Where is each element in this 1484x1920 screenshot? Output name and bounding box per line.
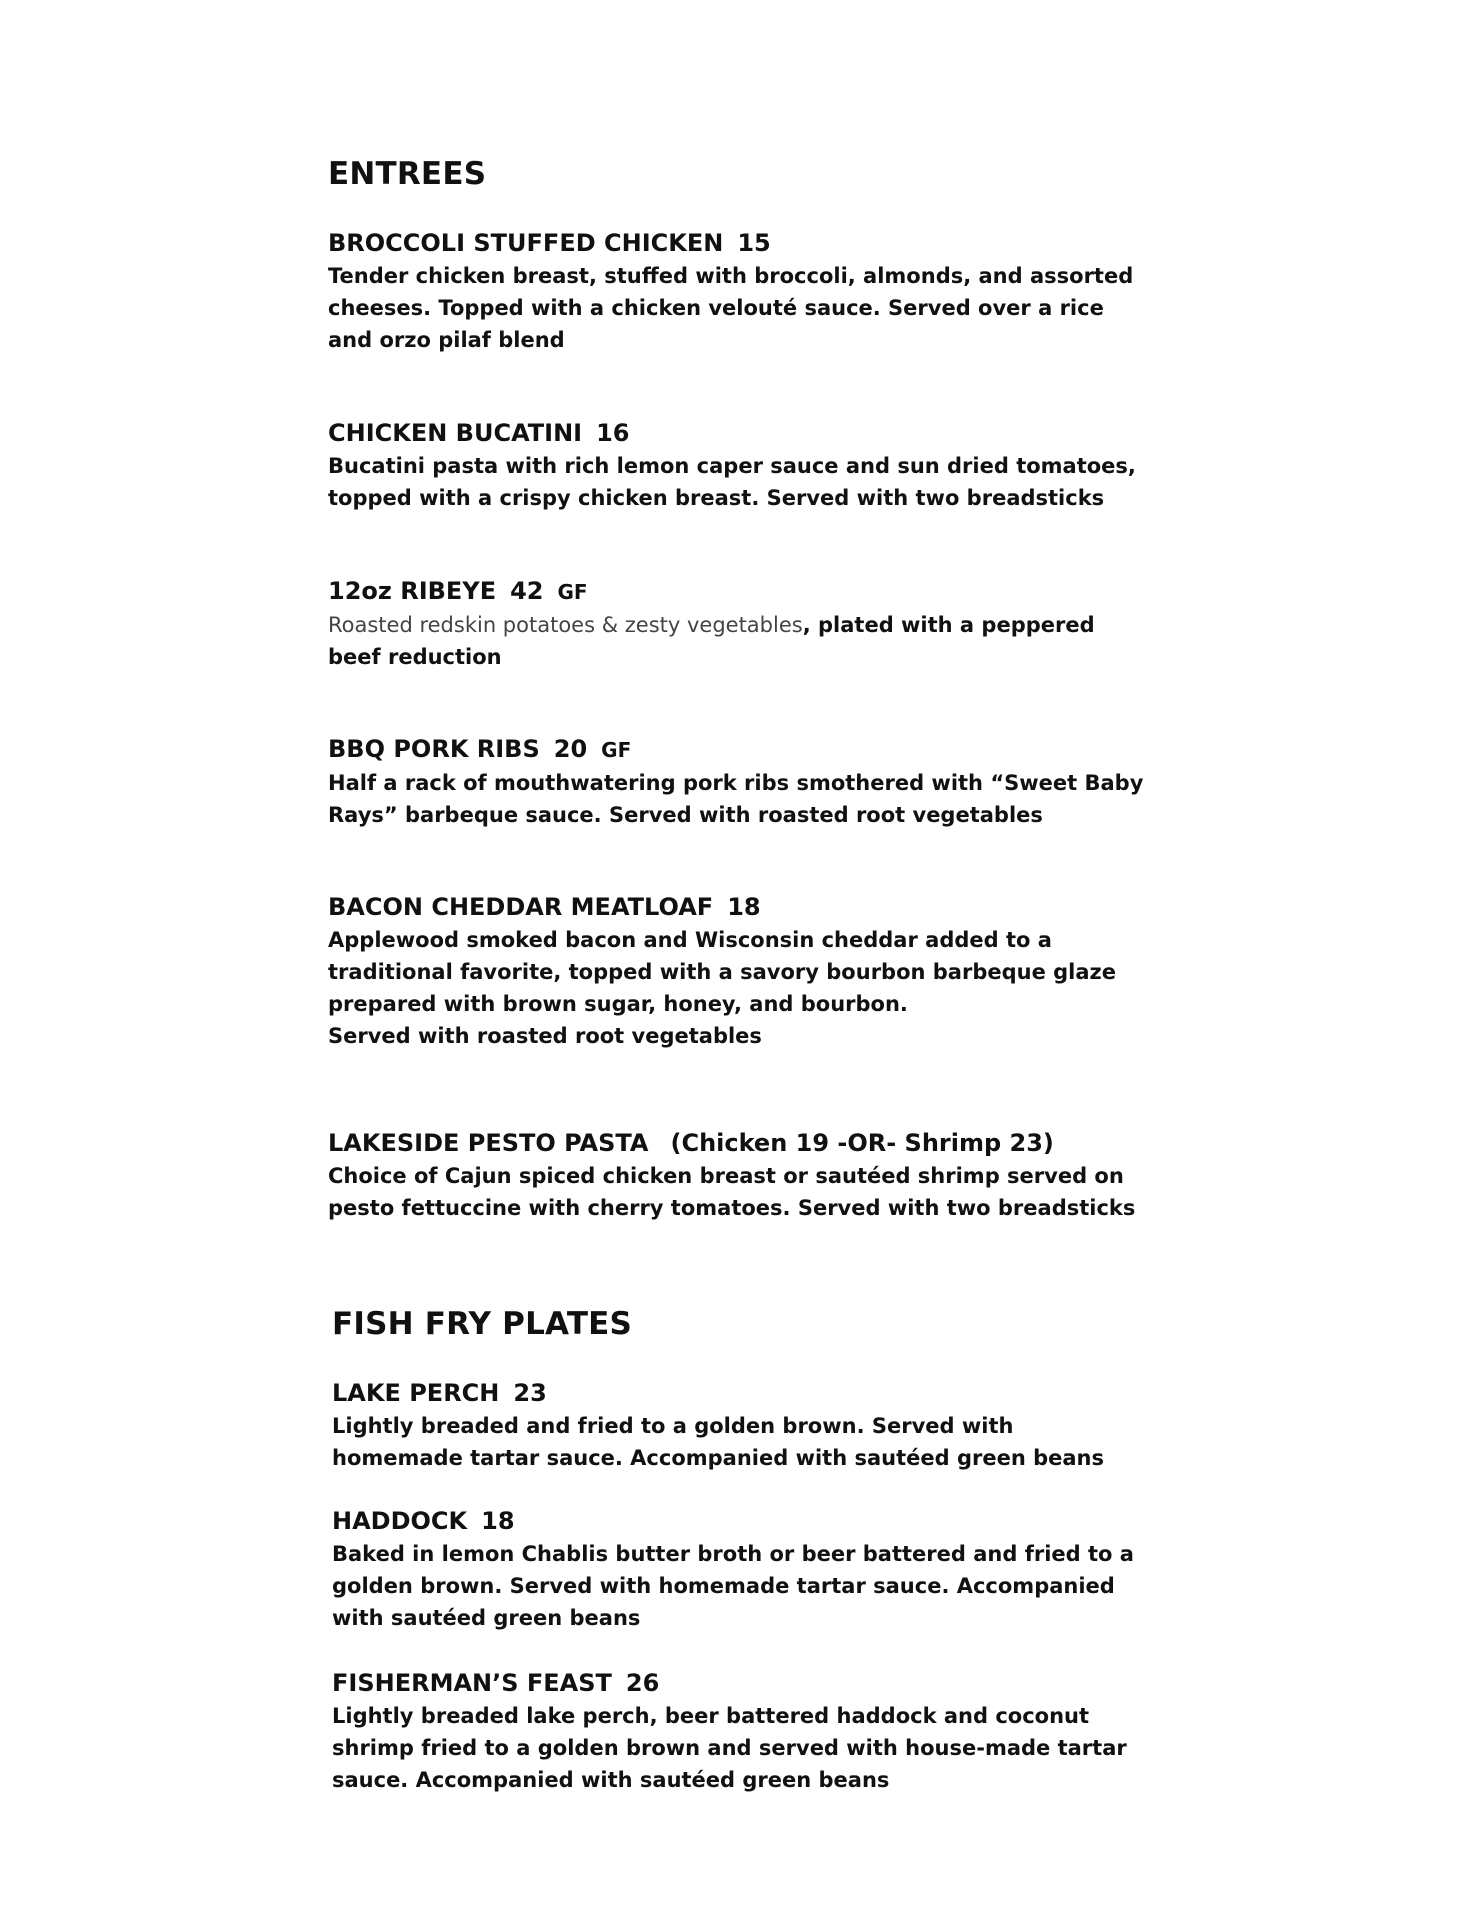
- item-title: [328, 734, 1228, 765]
- description-line: Tender chicken breast, stuffed with broccoli, almonds, and assorted: [328, 264, 1134, 288]
- fish-fry-heading: FISH FRY PLATES: [332, 1306, 633, 1342]
- item-description: [328, 1160, 1228, 1224]
- menu-item-fishermans-feast: [332, 1668, 1232, 1796]
- menu-item-broccoli-stuffed-chicken: [328, 228, 1228, 356]
- item-price: (Chicken 19 -OR- Shrimp 23): [670, 1129, 1054, 1157]
- item-price: 15: [737, 229, 771, 257]
- item-description: [328, 767, 1228, 831]
- item-title: [328, 418, 1228, 448]
- item-description: [328, 924, 1228, 1052]
- item-price: 42: [510, 577, 544, 605]
- item-title: [332, 1506, 1232, 1536]
- item-title: [328, 1128, 1228, 1158]
- menu-item-lakeside-pesto-pasta: [328, 1128, 1228, 1224]
- menu-item-lake-perch: [332, 1378, 1232, 1474]
- description-line: shrimp fried to a golden brown and served with house-made tartar: [332, 1736, 1127, 1760]
- description-line: Choice of Cajun spiced chicken breast or sautéed shrimp served on: [328, 1164, 1124, 1188]
- item-description: [328, 609, 1228, 673]
- item-title: [328, 892, 1228, 922]
- entrees-heading: ENTREES: [328, 156, 487, 192]
- item-name: BROCCOLI STUFFED CHICKEN: [328, 229, 724, 257]
- item-price: 23: [513, 1379, 547, 1407]
- item-description: [332, 1410, 1232, 1474]
- menu-item-bbq-pork-ribs: [328, 734, 1228, 831]
- description-line: Half a rack of mouthwatering pork ribs smothered with “Sweet Baby: [328, 771, 1144, 795]
- description-line: Lightly breaded and fried to a golden brown. Served with: [332, 1414, 1014, 1438]
- description-line: prepared with brown sugar, honey, and bourbon.: [328, 992, 908, 1016]
- item-name: 12oz RIBEYE: [328, 577, 497, 605]
- description-line: Lightly breaded lake perch, beer battered haddock and coconut: [332, 1704, 1090, 1728]
- item-description: [332, 1700, 1232, 1796]
- description-line: pesto fettuccine with cherry tomatoes. Served with two breadsticks: [328, 1196, 1136, 1220]
- item-name: LAKESIDE PESTO PASTA: [328, 1129, 649, 1157]
- item-title: [328, 576, 1228, 607]
- description-line: traditional favorite, topped with a savory bourbon barbeque glaze: [328, 960, 1117, 984]
- description-line: cheeses. Topped with a chicken velouté sauce. Served over a rice: [328, 296, 1104, 320]
- description-line: homemade tartar sauce. Accompanied with sautéed green beans: [332, 1446, 1104, 1470]
- item-name: LAKE PERCH: [332, 1379, 500, 1407]
- gluten-free-tag: GF: [601, 738, 632, 762]
- item-title: [332, 1668, 1232, 1698]
- menu-item-chicken-bucatini: [328, 418, 1228, 514]
- description-line: beef reduction: [328, 645, 502, 669]
- item-price: 18: [727, 893, 761, 921]
- description-line: golden brown. Served with homemade tartar sauce. Accompanied: [332, 1574, 1115, 1598]
- item-price: 18: [481, 1507, 515, 1535]
- description-line: [328, 609, 1228, 641]
- description-line: and orzo pilaf blend: [328, 328, 565, 352]
- item-name: CHICKEN BUCATINI: [328, 419, 583, 447]
- description-line: sauce. Accompanied with sautéed green beans: [332, 1768, 890, 1792]
- menu-item-ribeye: [328, 576, 1228, 673]
- item-price: 20: [553, 735, 588, 763]
- description-text: , plated with a peppered: [802, 613, 1095, 637]
- description-line: Bucatini pasta with rich lemon caper sauce and sun dried tomatoes,: [328, 454, 1136, 478]
- item-name: FISHERMAN’S FEAST: [332, 1669, 612, 1697]
- menu-item-haddock: [332, 1506, 1232, 1634]
- description-line: Baked in lemon Chablis butter broth or beer battered and fried to a: [332, 1542, 1134, 1566]
- item-name: BBQ PORK RIBS: [328, 735, 540, 763]
- gluten-free-tag: GF: [557, 580, 588, 604]
- item-price: 26: [625, 1669, 660, 1697]
- description-line: topped with a crispy chicken breast. Served with two breadsticks: [328, 486, 1105, 510]
- description-line: Served with roasted root vegetables: [328, 1024, 762, 1048]
- item-price: 16: [596, 419, 630, 447]
- description-line: with sautéed green beans: [332, 1606, 641, 1630]
- item-name: BACON CHEDDAR MEATLOAF: [328, 893, 714, 921]
- description-muted-text: Roasted redskin potatoes & zesty vegetables: [328, 613, 803, 637]
- item-description: [332, 1538, 1232, 1634]
- description-line: Applewood smoked bacon and Wisconsin cheddar added to a: [328, 928, 1052, 952]
- item-description: [328, 260, 1228, 356]
- menu-item-bacon-cheddar-meatloaf: [328, 892, 1228, 1052]
- description-line: Rays” barbeque sauce. Served with roasted root vegetables: [328, 803, 1043, 827]
- item-name: HADDOCK: [332, 1507, 468, 1535]
- item-description: [328, 450, 1228, 514]
- item-title: [328, 228, 1228, 258]
- item-title: [332, 1378, 1232, 1408]
